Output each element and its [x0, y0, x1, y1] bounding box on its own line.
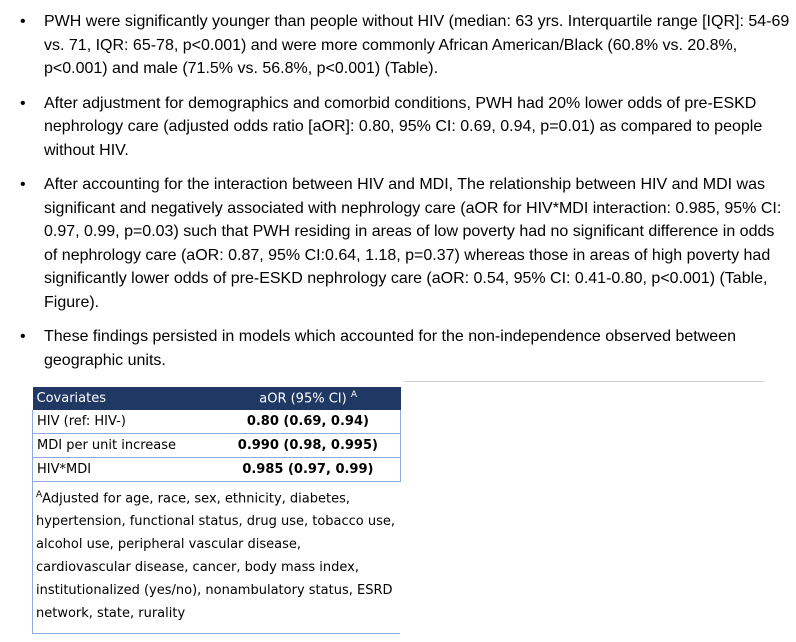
table-header-row [33, 387, 401, 410]
table-row [33, 410, 401, 434]
header-covariates: Covariates [33, 387, 216, 410]
footnote-text: Adjusted for age, race, sex, ethnicity, diabetes, hypertension, functional status, drug use, tobacco use, alcohol use, peripheral vascular disease, cardiovascular disease, cancer, body mass index, institutionalized (yes/no), nonambulatory status, ESRD network, state, rurality [36, 491, 396, 622]
findings-list [0, 10, 796, 383]
aor-cell: 0.80 (0.69, 0.94) [216, 410, 401, 434]
table-row [33, 458, 401, 482]
header-aor-label: aOR (95% CI) [259, 391, 347, 407]
bullet-item [0, 10, 796, 81]
bullet-text: PWH were significantly younger than people without HIV (median: 63 yrs. Interquartile range [IQR]: 54-69 vs. 71, IQR: 65-78, p<0.001) and were more commonly African American/Black (60.8% vs. 20.8%, p<0.001) and male (71.5% vs. 56.8%, p<0.001) (Table). [44, 13, 790, 77]
bullet-marker: • [20, 176, 26, 193]
bullet-text: After accounting for the interaction between HIV and MDI, The relationship between HIV and MDI was significant and negatively associated with nephrology care (aOR for HIV*MDI interaction: 0.985, 95% CI: 0.97, 0.99, p=0.03) such that PWH residing in areas of low poverty had no significant difference in odds of nephrology care (aOR: 0.87, 95% CI:0.64, 1.18, p=0.37) whereas those in areas of high poverty had significantly lower odds of pre-ESKD nephrology care (aOR: 0.54, 95% CI: 0.41-0.80, p<0.001) (Table, Figure). [44, 176, 782, 311]
bullet-marker: • [20, 94, 26, 112]
bullet-marker: • [20, 328, 26, 345]
covariate-cell: HIV (ref: HIV-) [33, 410, 216, 434]
header-aor [216, 387, 401, 410]
bullet-text: These findings persisted in models which accounted for the non-independence observed between geographic units. [44, 328, 736, 369]
aor-cell: 0.985 (0.97, 0.99) [216, 458, 401, 482]
table-footnote [32, 482, 400, 634]
bullet-item [0, 325, 796, 372]
divider-line [404, 381, 764, 382]
footnote-superscript: A [36, 490, 43, 500]
bullet-text: After adjustment for demographics and comorbid conditions, PWH had 20% lower odds of pre-ESKD nephrology care (adjusted odds ratio [aOR]: 0.80, 95% CI: 0.69, 0.94, p=0.01) as compared to people without HIV. [44, 94, 763, 159]
bullet-item [0, 173, 796, 314]
header-aor-superscript: A [350, 390, 358, 401]
bullet-item [0, 92, 796, 163]
results-table-block [32, 387, 402, 634]
aor-cell: 0.990 (0.98, 0.995) [216, 434, 401, 458]
bullet-marker: • [20, 13, 26, 30]
results-table [32, 387, 401, 482]
covariate-cell: HIV*MDI [33, 458, 216, 482]
table-row [33, 434, 401, 458]
covariate-cell: MDI per unit increase [33, 434, 216, 458]
